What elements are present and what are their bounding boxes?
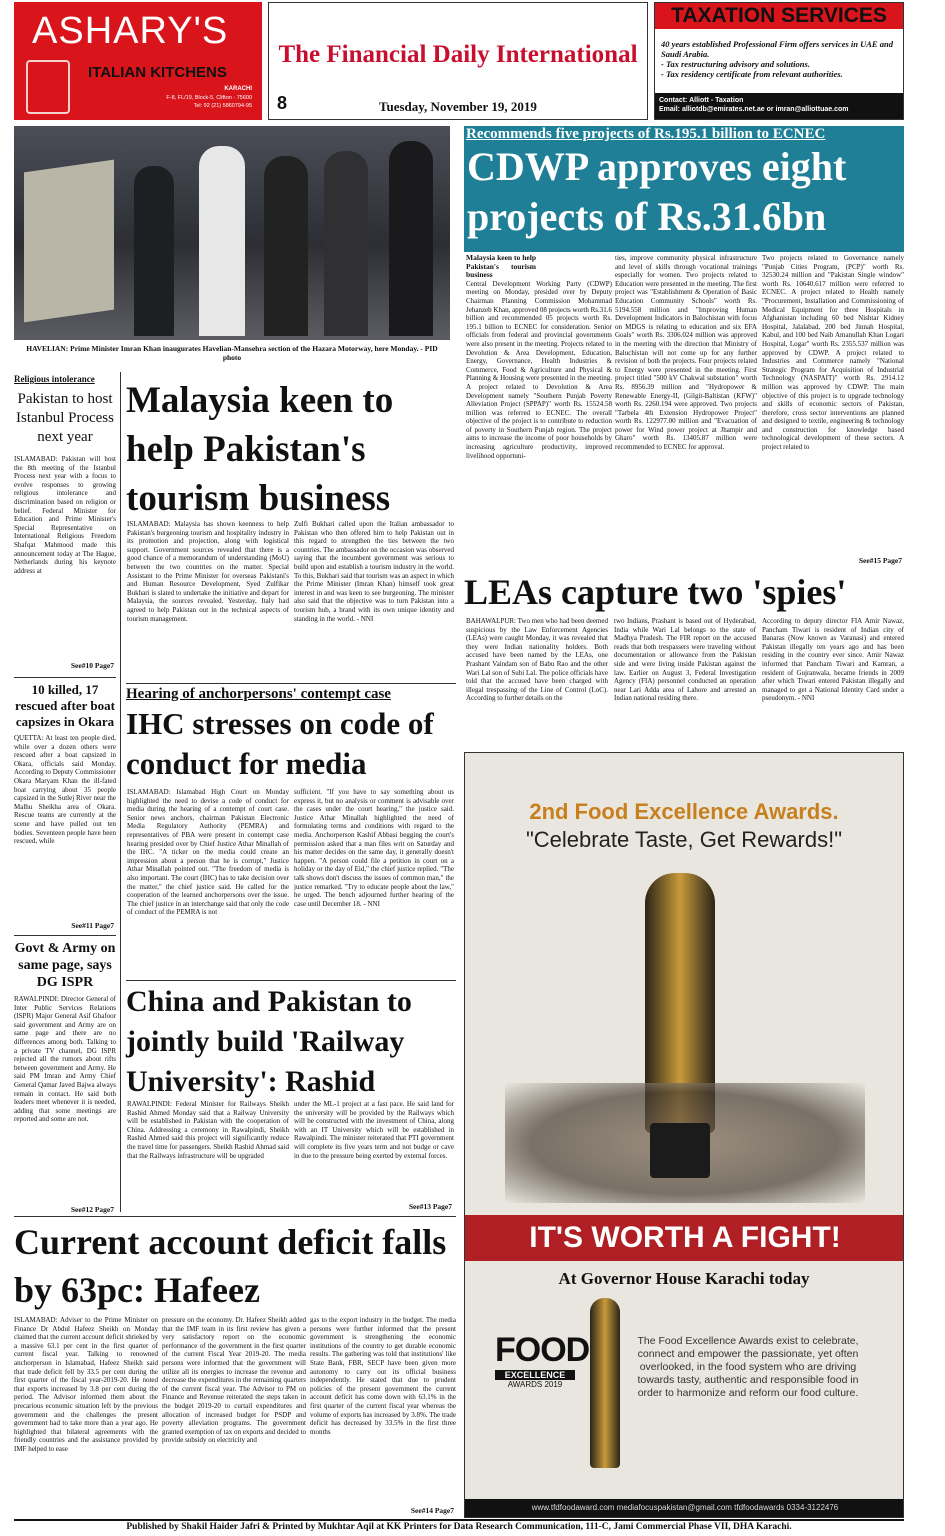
cdwp-side-head: Malaysia keen to help Pakistan's tourism business xyxy=(466,254,536,280)
okara-body: QUETTA: At least ten people died, while over a dozen others were rescued after a boat capsized in Okara, officials said Monday. According to Deputy Commissioner Okara Maryam Khan the ill-fated boat carrying about 35 people capsized in the Sutlej River near the Malhu Sheikha area of Okara. Rescue teams are currently at the scene and have pulled out ten bodies. Seventeen people have been rescued, while xyxy=(14,734,116,846)
deficit-col3 xyxy=(310,1316,456,1516)
issue-date: Tuesday, November 19, 2019 xyxy=(379,99,537,114)
page-number: 8 xyxy=(277,93,288,113)
cdwp-col1-text: Central Development Working Party (CDWP) meeting on Monday, presided over by Deputy Chairman Planning Commission Mohammad Jehanzeb Khan, approved 08 projects worth Rs.31.6 billion and recommended 05 projects worth Rs. 195.1 billion to ECNEC for consideration. Senior officials from federal and provincial governments were also present in the meeting. Projects related to Devolution & Area Development, Education, Energy, Governance, Health Industries & Commerce, Food & Agriculture and Physical & Planning & Housing were presented in the meeting. A project related to Devolution & Area Development namely "Southern Punjab Poverty Alleviation Project (SPPAP)" worth Rs. 15524.58 million was referred to ECNEC. The overall objective of the project is to contribute to reduction of poverty in Southern Punjab region. The project aims to increase the income of poor households by increasing agriculture productivity, improved livelihood opportuni- xyxy=(466,279,612,460)
tax-line2: - Tax restructuring advisory and solutions. xyxy=(661,59,810,69)
ashary-ad xyxy=(14,2,262,120)
food-logo-excellence: EXCELLENCE xyxy=(495,1370,575,1380)
deficit-see: See#14 Page7 xyxy=(410,1506,454,1516)
istanbul-kicker: Religious intolerance xyxy=(14,374,95,384)
imprint: Published by Shakil Haider Jafri & Printed by Mukhtar Aqil at KK Printers for Data Research Communication, 111-C, Jami Commercial Phase VII, DHA Karachi. xyxy=(126,1522,792,1532)
food-ad xyxy=(464,752,904,1518)
malaysia-col1: ISLAMABAD: Malaysia has shown keenness to help Pakistan's burgeoning tourism and hospitality industry in its promotion and projection, along with logistical support. Government sources revealed that there is a good chance of a memorandum of understanding (MoU) between the two countries on the matter. Special Assistant to the Prime Minister for overseas Pakistani's and Human Resource Development, Syed Zulfikar Bukhari is slated to undertake the initiative and depart for Malaysia, the sources revealed. Yesterday, Italy had agreed to help Pakistan out in the technical aspects of tourism management. xyxy=(127,520,289,623)
okara-story xyxy=(14,682,116,932)
tax-line3: - Tax residency certificate from relevant authorities. xyxy=(661,69,843,79)
cdwp-see: See#15 Page7 xyxy=(858,556,902,566)
cdwp-kicker: Recommends five projects of Rs.195.1 billion to ECNEC xyxy=(464,126,904,142)
okara-headline: 10 killed, 17 rescued after boat capsizes in Okara xyxy=(15,682,115,729)
ispr-see: See#12 Page7 xyxy=(70,1205,114,1214)
railway-headline: China and Pakistan to jointly build 'Railway University': Rashid xyxy=(126,985,412,1098)
cdwp-col3-text: Two projects related to Governance namely "Punjab Cities Program, (PCP)" worth Rs. 32530.24 million and "Pakistan Single window" worth Rs. 10640.617 million were referred to ECNEC. A project related to Health namely "Procurement, Installation and Commissioning of Medical Equipment for three Hospitals in Afghanistan including 60 bed Nishtar Kidney Hospital, Jalalabad, 200 bed Jinnah Hospital, Kabul, and 100 bed Naib Amanullah Khan Logari Hospital, Logar" worth Rs. 2355.537 million was approved by CDWP. A project related to Industries and Commerce namely "National Strategic Program for Acquisition of Industrial Technology (NASPAIT)" worth Rs. 2914.12 million was approved by CDWP. The main objective of this project is to upgrade technology and skills of economic sectors of Pakistan, therefore, cross sector interventions are planned and designed to textile, engineering & technology and construction for knowledge based technological development of these sectors. A project related to xyxy=(762,254,904,452)
malaysia-headline: Malaysia keen to help Pakistan's tourism business xyxy=(126,380,394,519)
ashary-tel: Tel: 92 (21) 5860794-95 xyxy=(193,103,252,109)
cdwp-headline: CDWP approves eight projects of Rs.31.6bn xyxy=(464,142,904,252)
istanbul-headline: Pakistan to host Istanbul Process next year xyxy=(16,391,114,445)
food-ad-venue: At Governor House Karachi today xyxy=(558,1269,810,1288)
small-trophy xyxy=(590,1298,620,1468)
deficit-col1: ISLAMABAD: Adviser to the Prime Minister on Finance Dr Abdul Hafeez Sheikh on Monday claimed that the current account deficit shrieked by a massive 63.1 per cent in the first quarter of current fiscal year. Talking to renowned anchorperson in Islamabad, Hafeez Sheikh said that trade deficit fell by 33.5 per cent during the first quarter of the fiscal year-2019-20. He noted that exports increased by 3.8 per cent during the period. The Advisor informed them about the precarious economic situation left by the previous government and the challenges the present government had to take more than a year ago. He highlighted that bilateral agreements with the friendly countries and the assistance provided by IMF helped to ease xyxy=(14,1316,158,1453)
leas-col3: According to deputy director FIA Amir Nawaz, Pancham Tiwari is resident of Indian city of Banaras (Now known as Varanasi) and entered Pakistan illegally ten years ago and has been residing in the country ever since. Amir Nawaz informed that Pancham Tiwari and Kamran, a resident of Gujranwala, became friends in 2009 after which Tiwari entered Pakistan illegally and managed to get a National Identity Card under a pseudonym. - NNI xyxy=(762,617,904,703)
masthead xyxy=(268,2,648,120)
cdwp-col3 xyxy=(762,254,904,566)
food-ad-title: 2nd Food Excellence Awards. xyxy=(529,799,839,824)
ihc-kicker: Hearing of anchorpersons' contempt case xyxy=(126,686,391,702)
istanbul-body: ISLAMABAD: Pakistan will host the 8th meeting of the Istanbul Process next year with a focus to evolve responses to growing religious intolerance and discrimination based on religion or belief. Federal Minister for Education and Prime Minister's Special Representative on International Religious Freedom Shafqat Mahmood made this announcement today at The Hague, Netherlands during his keynote address at xyxy=(14,455,116,575)
ispr-story xyxy=(14,940,116,1216)
ashary-sub: ITALIAN KITCHENS xyxy=(88,64,227,81)
leas-col1: BAHAWALPUR: Two men who had been deemed suspicious by the Law Enforcement Agencies (LEAs) were caught Monday, it was revealed that they were Indian nationality holders. Both accused have been named by the LEAs, one Prashant Vaindam son of Babu Rao and the other Wari Lal son of Subi Lal. The police officials have told that the accused have been charged with illegal trespassing of the Line of Control (LoC). According to further details on the xyxy=(466,617,608,703)
food-ad-footer: www.tfdfoodaward.com mediafocuspakistan@gmail.com tfdfoodawards 0334-3122476 xyxy=(465,1499,904,1517)
ashary-city: KARACHI xyxy=(224,86,252,92)
leas-headline: LEAs capture two 'spies' xyxy=(464,572,847,612)
food-ad-slogan: IT'S WORTH A FIGHT! xyxy=(465,1215,904,1261)
trophy-base xyxy=(650,1123,710,1178)
tax-email: Email: alliotdb@emirates.net.ae or imran@alliottuae.com xyxy=(659,106,849,113)
chair-graphic xyxy=(26,60,70,114)
food-logo-food: FOOD xyxy=(495,1331,590,1369)
food-ad-tagline: "Celebrate Taste, Get Rewards!" xyxy=(525,827,843,852)
deficit-headline: Current account deficit falls by 63pc: Hafeez xyxy=(14,1222,447,1310)
ispr-headline: Govt & Army on same page, says DG ISPR xyxy=(14,941,116,990)
tax-title: TAXATION SERVICES xyxy=(655,3,903,29)
ihc-col1: ISLAMABAD: Islamabad High Court on Monday highlighted the need to devise a code of conduct for media during the hearing of a contempt of court case. Senior news anchors, chairman Pakistan Electronic Media Regulatory Authority (PEMRA) and representatives of PBA were present in contempt case hearing presided over by Chief Justice Athar Minallah of the IHC. "A ticker on the media could create an impression about a person that he is corrupt," Justice Athar Minallah pointed out. "The freedom of media is also important. The court (IHC) has to take decision over the matter," the chief justice said. He called for the cooperation of the learned anchorpersons over the issue. The chief justice in an interchange said that only the code of conduct of the PEMRA is not xyxy=(127,788,289,917)
ispr-body: RAWALPINDI: Director General of Inter Public Services Relations (ISPR) Major General Asif Ghafoor said government and Army are on same page and there are no differences among both. Talking to a private TV channel, DG ISPR rejected all the rumors about rifts between government and Army. He said PM Imran and Army Chief General Qamar Javed Bajwa always remain in contact. He said both leaders meet whenever it is needed, adding that some meetings are reported and some are not. xyxy=(14,995,116,1124)
tax-contact: Contact: Alliott - Taxation xyxy=(659,97,744,104)
ashary-address: F-8, FL/19, Block-5, Clifton - 75600 xyxy=(166,95,252,101)
masthead-title: The Financial Daily International xyxy=(278,41,638,68)
plaque xyxy=(24,160,114,323)
railway-see: See#13 Page7 xyxy=(408,1202,452,1212)
deficit-col2: pressure on the economy. Dr. Hafeez Sheikh added that the IMF team in its first review has given a very satisfactory report on the economic performance of the government in the first quarter of the current Fiscal Year 2019-20. The media persons were informed that the government will utilize all its energies to increase the revenue and decrease the expenditures in the remaining quarters of the current fiscal year. The Advisor to PM on Finance and Revenue reiterated the steps taken in the budget 2019-20 to curtail expenditures and allocation of increased budget for PSDP and poverty alleviation programs. The government granted exemption of tax on exports and decided to provide subsidy on electricity and xyxy=(162,1316,306,1445)
photo-caption: HAVELIAN: Prime Minister Imran Khan inaugurates Havelian-Mansehra section of the Hazara Motorway, here Monday. - PID photo xyxy=(26,344,438,362)
tax-ad xyxy=(654,2,904,120)
food-ad-blurb: The Food Excellence Awards exist to celebrate, connect and empower the passionate, yet often overlooked, in the food system who are driving towards tasty, authentic and responsible food in order to harmonize and reform our food culture. xyxy=(637,1335,859,1399)
istanbul-see: See#10 Page7 xyxy=(70,661,114,670)
front-photo xyxy=(14,126,450,340)
istanbul-story xyxy=(14,374,116,674)
tax-line1: 40 years established Professional Firm offers services in UAE and Saudi Arabia. xyxy=(661,39,893,59)
deficit-col3-text: gas to the export industry in the budget. The media persons were further informed that the present government is strengthening the economic institutions of the country to get durable economic results. The gathering was told that institutions' like State Bank, FBR, SECP have been given more autonomy to carry out its official business independently. He stated that due to prudent policies of the present government the current account deficit has come down with 63.1% in the first quarter of the current fiscal year whereas the volume of exports has increased by 3.8%. The trade deficit has decreased by 33.5% in the first three months xyxy=(310,1316,456,1436)
food-logo-awards: AWARDS 2019 xyxy=(507,1380,563,1389)
ihc-headline: IHC stresses on code of conduct for media xyxy=(126,706,434,781)
okara-see: See#11 Page7 xyxy=(71,921,114,930)
malaysia-col2: Zulfi Bukhari called upon the Italian ambassador to Pakistan who then offered him to help Pakistan out in this regard to strengthen the ties between the two countries. The ambassador on the occasion was observed saying that the incumbent government was serious to build upon and establish a tourism industry in the world. To this, Bukhari said that tourism was an aspect in which the Prime Minister (Imran Khan) himself took great interest in and was keen to see burgeoning. The minister also said that the objective was to turn Pakistan into a tourism hub, a brand with its own unique identity and standing in the world. - NNI xyxy=(294,520,454,623)
railway-col1: RAWALPINDI: Federal Minister for Railways Sheikh Rashid Ahmed Monday said that a Railway University will be established in Pakistan with the cooperation of China. Addressing a ceremony in Rawalpindi, Sheikh Rashid Ahmed said this project will significantly reduce the travel time for passengers. Sheikh Rashid Ahmad said that the Railways infrastructure will be upgraded xyxy=(127,1100,289,1160)
food-logo xyxy=(495,1331,590,1461)
ihc-col2: sufficient. "If you have to say something about us express it, but no analysis or comment is advisable over the cases under the court hearing," the justice said. Justice Athar Minallah highlighted the need of formulating terms and conditions with regard to the media. Anchorperson Kashif Abbasi begging the court's permission asked that a man files writ on Saturday and his matter decides on the same day, it generally doesn't happen. "A person could file a petition in court on a holiday or the day of Eid," the chief justice replied. "The talk shows don't discuss the issues of common man," the justice remarked. "Try to educate people about the law," he urged. The bench adjourned further hearing of the case until December 18. - NNI xyxy=(294,788,454,908)
railway-col2 xyxy=(294,1100,454,1212)
ashary-brand: ASHARY'S xyxy=(32,10,229,52)
leas-col2: two Indians, Prashant is based out of Hyderabad, India while Wari Lal belongs to the state of Madhya Pradesh. The FIR report on the accused reads that both trespassers were traveling without documentation or allowance from the Pakistan side and were living inside Pakistan against the law. Earlier on August 3, Federal Investigation Agency (FIA) personnel conducted an operation near Lari Adda area of Lahore and arrested an Indian national residing there. xyxy=(614,617,756,703)
cdwp-col2: ties, improve community physical infrastructure and level of skills through vocational trainings especially for women. Two projects related to Education were presented in the meeting. The first project was "Establishment & Operation of Basic Education Community Schools" worth Rs. 5194.558 million and "Improving Human Development Indicators in Balochistan with focus on MDGS is relating to education and six EFA Goals" worth Rs. 3306.024 million was approved in the meeting with the direction that Ministry of Baluchistan will not come up for any further revision of both the projects. Four projects related to Energy were presented in the meeting. First project titled "500 kV Chakwal substation" worth Rs. 8956.39 million and "Hydropower & Renewable Energy-II, (Gilgit-Baltistan (KFW)" worth Rs. 2260.194 were approved. Two projects "Tarbela 4th Extension Hydropower Project" worth Rs. 122977.00 million and "Evacuation of power for Wind power project at Jhampir and Gharo" worth Rs. 13405.87 million were recommended to ECNEC for approval. xyxy=(615,254,757,452)
railway-col2-text: under the ML-1 project at a fast pace. He said land for the university will be provided by the Railways which will be constructed with the investment of China, along with an IT University which will be established in Rawalpindi. The minister reiterated that PTI government will complete its five years term and not budge or cave in due to the pressure being exerted by external forces. xyxy=(294,1100,454,1160)
cdwp-col1 xyxy=(466,254,612,566)
